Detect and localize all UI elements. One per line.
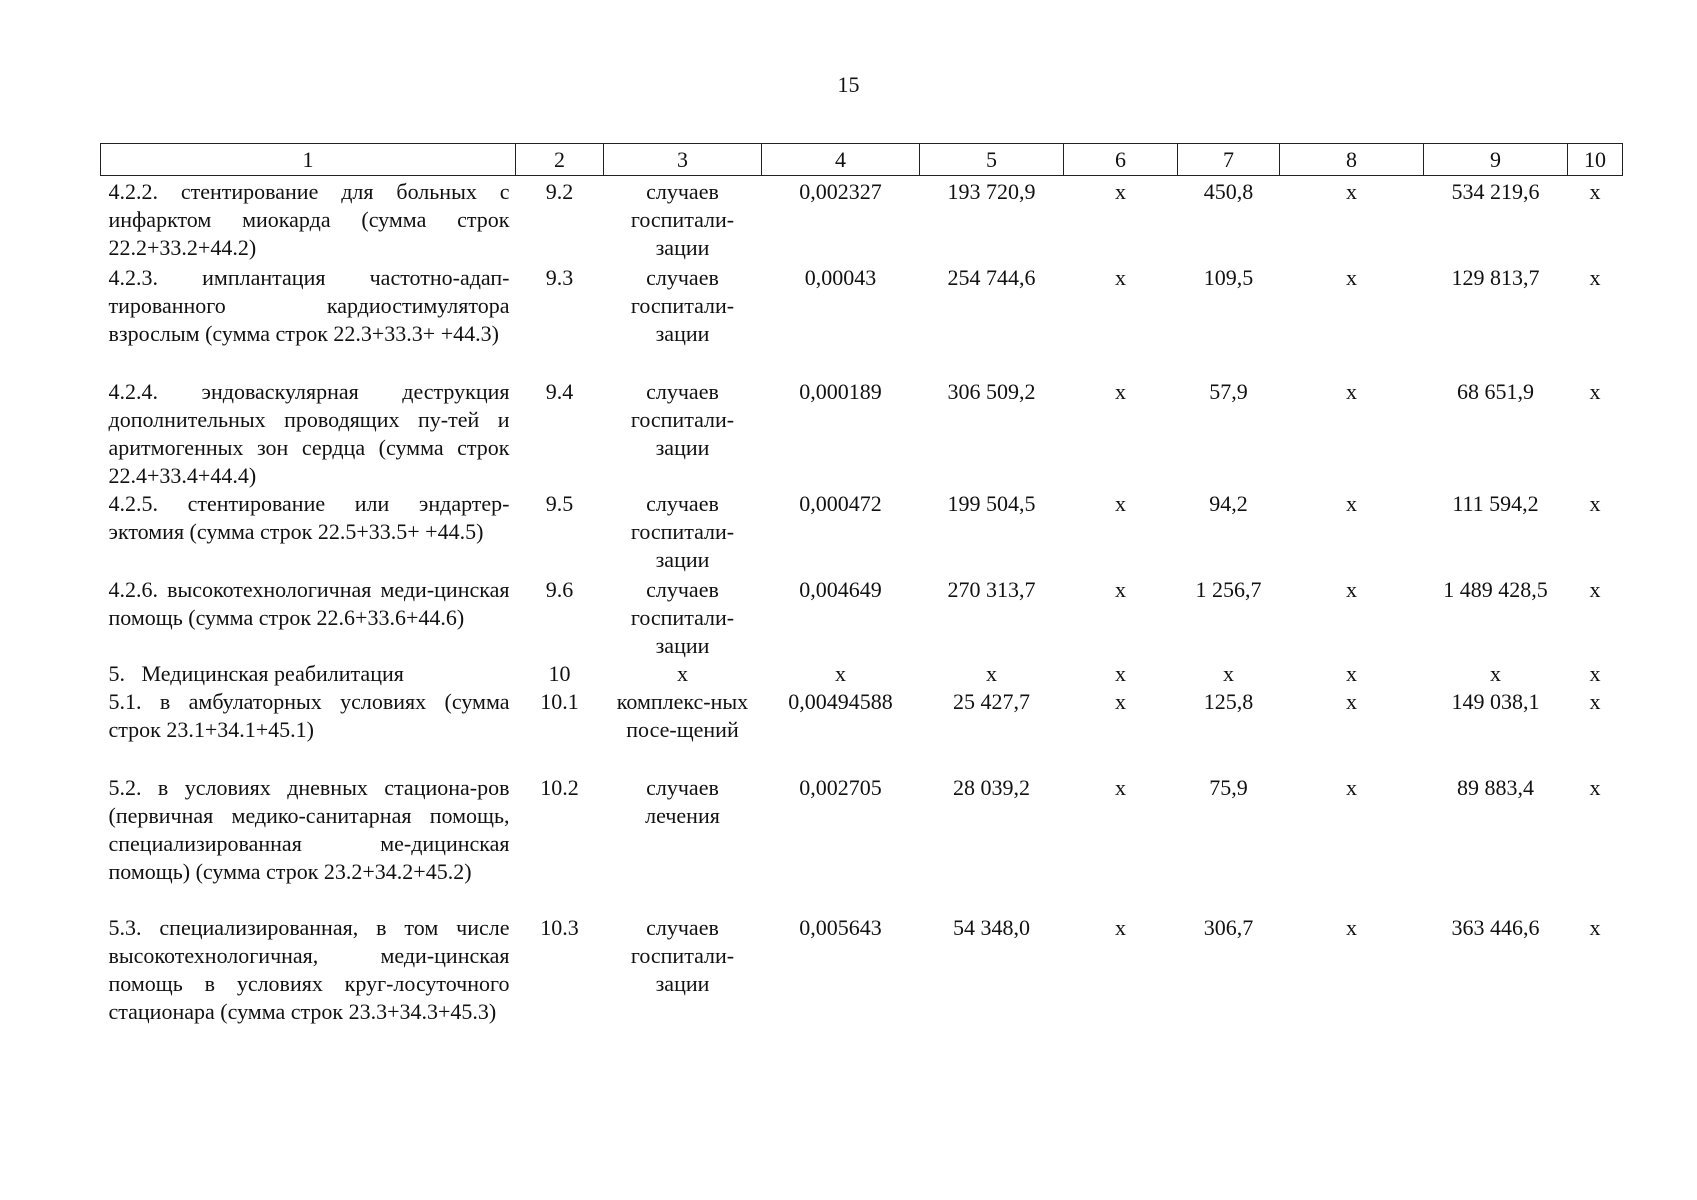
row-value-4: 0,004649 <box>799 576 882 602</box>
row-value-7: 306,7 <box>1203 914 1254 940</box>
row-value-7: 125,8 <box>1203 688 1254 714</box>
row-value-9: 111 594,2 <box>1452 490 1539 516</box>
row-value-8: х <box>1346 264 1357 290</box>
row-value-8: х <box>1346 660 1357 686</box>
row-value-8: х <box>1346 774 1357 800</box>
row-value-5: 54 348,0 <box>953 914 1030 940</box>
row-value-6: х <box>1115 576 1126 602</box>
row-unit: случаев лечения <box>645 774 720 828</box>
row-unit: случаев госпитали-зации <box>630 576 735 658</box>
column-header: 1 <box>101 144 516 176</box>
row-value-5: 270 313,7 <box>947 576 1036 602</box>
row-value-9: 534 219,6 <box>1451 179 1540 204</box>
row-value-10: х <box>1589 774 1601 800</box>
row-value-5: 199 504,5 <box>947 490 1036 516</box>
row-value-4: 0,00494588 <box>788 688 893 714</box>
row-value-10: х <box>1589 490 1601 516</box>
row-value-6: х <box>1115 774 1126 800</box>
row-value-6: х <box>1115 378 1126 404</box>
row-value-10: х <box>1589 660 1601 686</box>
row-value-10: х <box>1589 179 1601 204</box>
row-code: 10 <box>548 660 571 686</box>
row-unit: х <box>677 660 688 686</box>
row-description: 4.2.2. стентирование для больных с инфарктом миокарда (сумма строк 22.2+33.2+44.2) <box>108 179 510 260</box>
page-number: 15 <box>837 72 860 97</box>
row-value-9: 149 038,1 <box>1451 688 1540 714</box>
table-row <box>101 490 1623 576</box>
row-value-6: х <box>1115 264 1126 290</box>
row-description: 5.1. в амбулаторных условиях (сумма строк 23.1+34.1+45.1) <box>108 688 510 742</box>
row-value-9: 89 883,4 <box>1457 774 1534 800</box>
row-value-8: х <box>1346 490 1357 516</box>
row-value-9: 68 651,9 <box>1457 378 1534 404</box>
row-value-9: 363 446,6 <box>1451 914 1540 940</box>
row-value-10: х <box>1589 914 1601 940</box>
row-value-10: х <box>1589 264 1601 290</box>
row-value-7: 75,9 <box>1209 774 1248 800</box>
table-row <box>101 660 1623 688</box>
row-value-8: х <box>1346 576 1357 602</box>
row-description: 5.3. специализированная, в том числе высокотехнологичная, меди-цинская помощь в условиях круг-лосуточного стационара (сумма строк 23.3+34.3+45.3) <box>108 914 510 1024</box>
row-code: 10.3 <box>540 914 579 940</box>
row-description: 5.2. в условиях дневных стациона-ров (первичная медико-санитарная помощь, специализированная ме-дицинская помощь) (сумма строк 23.2+34.2+45.2) <box>108 774 510 884</box>
table-row <box>101 914 1623 1054</box>
row-value-7: 109,5 <box>1203 264 1254 290</box>
row-unit: комплекс-ных посе-щений <box>616 688 749 742</box>
row-value-7: х <box>1223 660 1234 686</box>
row-value-6: х <box>1115 490 1126 516</box>
table-row <box>101 378 1623 490</box>
column-header: 7 <box>1178 144 1280 176</box>
table-row <box>101 576 1623 660</box>
row-value-7: 57,9 <box>1209 378 1248 404</box>
row-description: 4.2.5. стентирование или эндартер-эктомия (сумма строк 22.5+33.5+ +44.5) <box>108 490 510 544</box>
row-value-9: 129 813,7 <box>1451 264 1540 290</box>
row-code: 9.4 <box>545 378 574 404</box>
row-value-5: 254 744,6 <box>947 264 1036 290</box>
row-value-10: х <box>1589 378 1601 404</box>
row-value-4: 0,002705 <box>799 774 882 800</box>
column-number-row <box>101 144 1623 176</box>
column-header: 9 <box>1424 144 1568 176</box>
table-row <box>101 774 1623 914</box>
row-value-5: 193 720,9 <box>947 179 1036 204</box>
column-header: 4 <box>762 144 920 176</box>
table-row <box>101 688 1623 774</box>
row-unit: случаев госпитали-зации <box>630 914 735 996</box>
row-value-8: х <box>1346 179 1357 204</box>
row-value-5: 306 509,2 <box>947 378 1036 404</box>
row-value-8: х <box>1346 914 1357 940</box>
data-table <box>100 143 1623 1054</box>
row-value-7: 450,8 <box>1203 179 1254 204</box>
row-description: 4.2.6. высокотехнологичная меди-цинская помощь (сумма строк 22.6+33.6+44.6) <box>108 576 510 630</box>
column-header: 6 <box>1064 144 1178 176</box>
row-value-4: 0,005643 <box>799 914 882 940</box>
row-value-4: 0,00043 <box>804 264 877 290</box>
row-unit: случаев госпитали-зации <box>630 378 735 460</box>
row-code: 10.1 <box>540 688 579 714</box>
row-value-9: х <box>1490 660 1501 686</box>
row-code: 9.6 <box>545 576 574 602</box>
row-value-6: х <box>1115 660 1126 686</box>
row-code: 9.5 <box>545 490 574 516</box>
row-value-4: 0,000472 <box>799 490 882 516</box>
column-header: 2 <box>516 144 604 176</box>
row-value-4: х <box>835 660 846 686</box>
row-value-5: х <box>986 660 997 686</box>
row-value-8: х <box>1346 688 1357 714</box>
row-code: 10.2 <box>540 774 579 800</box>
row-value-6: х <box>1115 179 1126 204</box>
row-value-6: х <box>1115 914 1126 940</box>
row-value-7: 1 256,7 <box>1195 576 1262 602</box>
row-value-5: 28 039,2 <box>953 774 1030 800</box>
column-header: 8 <box>1280 144 1424 176</box>
row-value-6: х <box>1115 688 1126 714</box>
table-row <box>101 176 1623 264</box>
row-description: 5. Медицинская реабилитация <box>108 660 404 686</box>
row-value-4: 0,002327 <box>799 179 882 204</box>
row-description: 4.2.3. имплантация частотно-адап-тированного кардиостимулятора взрослым (сумма строк 22.3+33.3+ +44.3) <box>108 264 510 346</box>
column-header: 10 <box>1568 144 1623 176</box>
table-row <box>101 264 1623 378</box>
row-value-10: х <box>1589 688 1601 714</box>
row-description: 4.2.4. эндоваскулярная деструкция дополнительных проводящих пу-тей и аритмогенных зон сердца (сумма строк 22.4+33.4+44.4) <box>108 378 510 488</box>
row-unit: случаев госпитали-зации <box>630 179 735 260</box>
column-header: 3 <box>604 144 762 176</box>
column-header: 5 <box>920 144 1064 176</box>
row-value-5: 25 427,7 <box>953 688 1030 714</box>
row-value-8: х <box>1346 378 1357 404</box>
row-value-7: 94,2 <box>1209 490 1248 516</box>
row-value-9: 1 489 428,5 <box>1443 576 1548 602</box>
row-code: 9.3 <box>545 264 574 290</box>
row-value-10: х <box>1589 576 1601 602</box>
row-unit: случаев госпитали-зации <box>630 264 735 346</box>
row-unit: случаев госпитали-зации <box>630 490 735 572</box>
row-value-4: 0,000189 <box>799 378 882 404</box>
row-code: 9.2 <box>545 179 574 204</box>
